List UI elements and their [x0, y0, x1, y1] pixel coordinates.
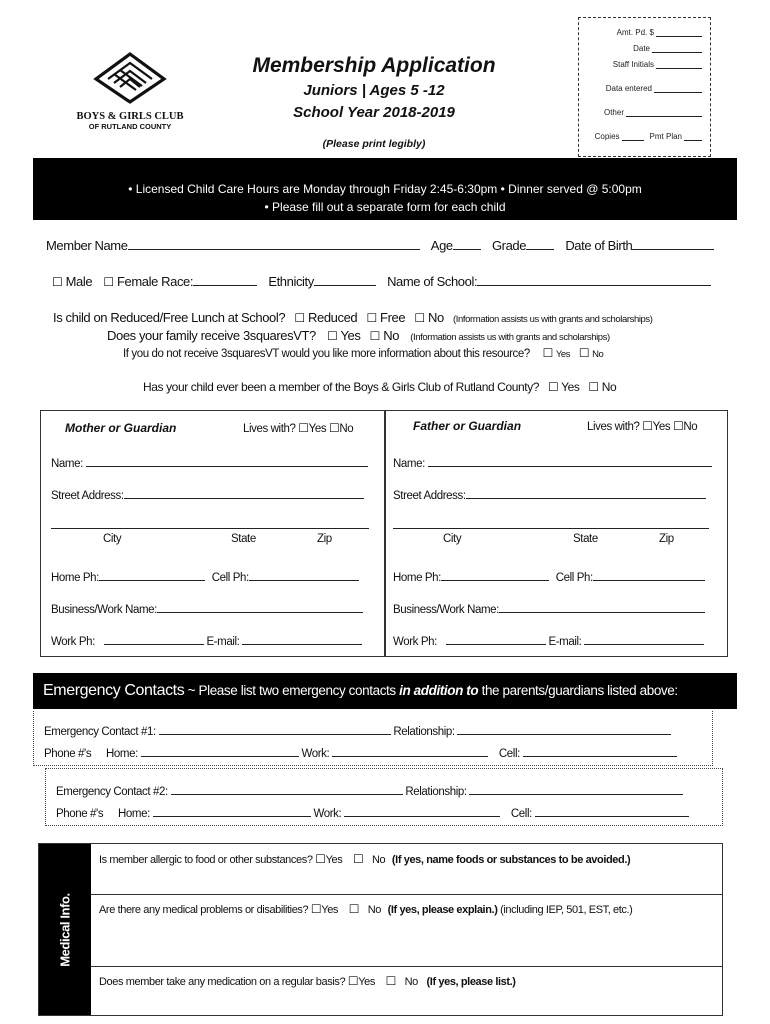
father-state-label: State [573, 533, 598, 545]
mother-state-label: State [231, 533, 256, 545]
pmt-plan-label: Pmt Plan [649, 132, 682, 141]
mother-city-label: City [103, 533, 122, 545]
problems-extra-note: (including IEP, 501, EST, etc.) [500, 904, 633, 916]
emergency-heading-end: the parents/guardians listed above: [478, 683, 678, 698]
mother-lives-yes-checkbox[interactable]: ☐ [298, 421, 309, 435]
em2-cell-label: Cell: [510, 808, 532, 820]
mother-name-field[interactable] [86, 453, 368, 467]
father-title: Father or Guardian [413, 419, 522, 433]
problems-question: Are there any medical problems or disabilities? [99, 904, 309, 916]
member-details-row [52, 272, 711, 289]
mother-street-field[interactable] [124, 485, 364, 499]
past-member-question: Has your child ever been a member of the Boys & Girls Club of Rutland County? [143, 380, 540, 394]
more-no-checkbox[interactable]: ☐ [578, 346, 590, 360]
allergy-yes-label: Yes [325, 854, 343, 866]
reduced-checkbox[interactable]: ☐ [294, 311, 305, 325]
mother-business-field[interactable] [157, 599, 363, 613]
medical-allergy-row[interactable] [91, 844, 722, 895]
em2-home-label: Home: [118, 808, 150, 820]
father-name-label: Name: [393, 458, 425, 470]
father-lives-with [587, 419, 697, 433]
squares-row [107, 328, 610, 343]
em2-phones-label: Phone #'s [56, 808, 104, 820]
reduced-label: Reduced [308, 310, 358, 325]
squares-yes-checkbox[interactable]: ☐ [327, 329, 338, 343]
mother-street-row [51, 485, 364, 502]
amt-pd-field[interactable] [656, 28, 702, 37]
squares-question: Does your family receive 3squaresVT? [107, 328, 316, 343]
father-business-field[interactable] [499, 599, 705, 613]
age-label: Age [430, 238, 453, 253]
amt-pd-label: Amt. Pd. $ [616, 28, 654, 37]
em1-work-field[interactable] [332, 743, 488, 757]
father-home-field[interactable] [441, 567, 549, 581]
ethnicity-field[interactable] [314, 272, 376, 286]
em1-home-field[interactable] [141, 743, 299, 757]
mother-work-row [51, 631, 362, 648]
subtitle-school-year: School Year 2018-2019 [293, 104, 455, 121]
medication-no-checkbox[interactable]: ☐ [385, 974, 396, 988]
emergency-heading-band [33, 673, 737, 709]
problems-note: (If yes, please explain.) [387, 904, 498, 916]
mother-business-label: Business/Work Name: [51, 604, 157, 616]
member-name-field[interactable] [128, 236, 420, 250]
father-street-row [393, 485, 706, 502]
mother-lives-label: Lives with? [243, 423, 296, 435]
medical-medication-row[interactable] [91, 966, 722, 1015]
squares-no-label: No [383, 328, 400, 343]
medical-side-band [39, 844, 91, 1015]
em1-cell-field[interactable] [523, 743, 677, 757]
guardians-section [40, 410, 728, 657]
mother-lives-with [243, 421, 353, 435]
mother-phones-row [51, 567, 359, 584]
em2-work-field[interactable] [344, 803, 500, 817]
em1-work-label: Work: [301, 748, 330, 760]
more-yes-checkbox[interactable]: ☐ [542, 346, 554, 360]
member-name-label: Member Name [46, 238, 128, 253]
father-lives-no-label: No [683, 421, 698, 433]
father-email-field[interactable] [584, 631, 704, 645]
ethnicity-label: Ethnicity [268, 274, 314, 289]
emergency-heading-rest: ~ Please list two emergency contacts [184, 683, 400, 698]
father-lives-label: Lives with? [587, 421, 640, 433]
male-label: Male [65, 274, 93, 289]
emergency-contact-1 [33, 711, 713, 766]
allergy-question: Is member allergic to food or other substances? [99, 854, 313, 866]
medical-problems-row[interactable] [91, 894, 722, 967]
squares-note: (Information assists us with grants and scholarships) [410, 332, 610, 343]
copies-label: Copies [594, 132, 620, 141]
squares-yes-label: Yes [340, 328, 361, 343]
squares-more-row [123, 346, 603, 360]
race-label: Race: [161, 274, 194, 289]
em2-name-field[interactable] [171, 781, 403, 795]
emergency-contact-2 [45, 768, 723, 826]
em1-phones-label: Phone #'s [44, 748, 92, 760]
problems-yes-label: Yes [321, 904, 339, 916]
copies-field[interactable] [622, 132, 644, 141]
school-label: Name of School: [387, 274, 478, 289]
father-name-field[interactable] [428, 453, 712, 467]
father-workph-label: Work Ph: [393, 636, 437, 648]
race-field[interactable] [193, 272, 257, 286]
father-workph-field[interactable] [446, 631, 546, 645]
female-checkbox[interactable]: ☐ [103, 275, 114, 289]
father-lives-yes-label: Yes [652, 421, 671, 433]
problems-yes-checkbox[interactable]: ☐ [310, 902, 322, 916]
allergy-yes-checkbox[interactable]: ☐ [315, 852, 326, 866]
mother-workph-field[interactable] [104, 631, 204, 645]
mother-name-row [51, 453, 368, 470]
father-lives-no-checkbox[interactable]: ☐ [673, 419, 684, 433]
em1-relationship-label: Relationship: [393, 726, 455, 738]
em2-relationship-field[interactable] [469, 781, 683, 795]
date-field[interactable] [652, 44, 702, 53]
mother-home-label: Home Ph: [51, 572, 99, 584]
em1-relationship-field[interactable] [457, 721, 671, 735]
subtitle-ages: Juniors | Ages 5 -12 [303, 82, 445, 99]
problems-no-label: No [367, 904, 381, 916]
staff-initials-label: Staff Initials [612, 60, 654, 69]
logo-text-county: OF RUTLAND COUNTY [88, 122, 172, 131]
past-yes-checkbox[interactable]: ☐ [548, 380, 559, 394]
father-city-label: City [443, 533, 462, 545]
lunch-no-label: No [427, 310, 444, 325]
lunch-no-checkbox[interactable]: ☐ [414, 311, 425, 325]
dob-field[interactable] [632, 236, 714, 250]
mother-email-field[interactable] [242, 631, 362, 645]
more-no-label: No [592, 349, 604, 360]
emergency-heading: Emergency Contacts [43, 682, 185, 699]
father-home-label: Home Ph: [393, 572, 441, 584]
father-address-line2 [393, 515, 709, 532]
lunch-row [53, 310, 653, 325]
more-yes-label: Yes [555, 349, 571, 360]
age-field[interactable] [453, 236, 481, 250]
em2-home-field[interactable] [153, 803, 311, 817]
past-yes-label: Yes [561, 380, 580, 394]
mother-street-label: Street Address: [51, 490, 124, 502]
free-label: Free [380, 310, 406, 325]
grade-label: Grade [491, 238, 527, 253]
guardians-divider [384, 411, 386, 656]
office-use-box [578, 17, 711, 157]
lunch-question: Is child on Reduced/Free Lunch at School? [53, 310, 286, 325]
father-cell-label: Cell Ph: [555, 572, 593, 584]
father-work-row [393, 631, 704, 648]
father-city-state-zip-field[interactable] [393, 515, 709, 529]
other-label: Other [603, 108, 624, 117]
female-label: Female [116, 274, 158, 289]
em2-cell-field[interactable] [535, 803, 689, 817]
grade-field[interactable] [526, 236, 554, 250]
medical-section [38, 843, 723, 1016]
mother-workph-label: Work Ph: [51, 636, 95, 648]
banner-hours-text: • Licensed Child Care Hours are Monday through Friday 2:45-6:30pm • Dinner served @ 5:00pm [128, 182, 642, 196]
mother-zip-label: Zip [317, 533, 332, 545]
mother-name-label: Name: [51, 458, 83, 470]
medication-note: (If yes, please list.) [426, 976, 516, 988]
em2-label: Emergency Contact #2: [56, 786, 168, 798]
staff-initials-field[interactable] [656, 60, 702, 69]
medical-label: Medical Info. [57, 893, 73, 967]
mother-lives-no-checkbox[interactable]: ☐ [329, 421, 340, 435]
mother-lives-yes-label: Yes [308, 423, 327, 435]
allergy-note: (If yes, name foods or substances to be avoided.) [391, 854, 631, 866]
page-title: Membership Application [252, 54, 496, 77]
em1-home-label: Home: [106, 748, 138, 760]
squares-no-checkbox[interactable]: ☐ [369, 329, 381, 343]
lunch-note: (Information assists us with grants and scholarships) [453, 314, 653, 325]
father-zip-label: Zip [659, 533, 674, 545]
school-field[interactable] [477, 272, 711, 286]
father-business-label: Business/Work Name: [393, 604, 499, 616]
em1-name-field[interactable] [159, 721, 391, 735]
date-entered-field[interactable] [654, 84, 702, 93]
father-lives-yes-checkbox[interactable]: ☐ [642, 419, 653, 433]
pmt-plan-field[interactable] [684, 132, 702, 141]
medication-no-label: No [404, 976, 418, 988]
past-member-row [143, 380, 616, 394]
other-field[interactable] [626, 108, 702, 117]
medication-yes-label: Yes [358, 976, 375, 988]
logo-text-main: BOYS & GIRLS CLUB [76, 111, 184, 122]
problems-no-checkbox[interactable]: ☐ [348, 902, 360, 916]
mother-title: Mother or Guardian [65, 421, 177, 435]
emergency-heading-bold: in addition to [399, 683, 479, 698]
banner-separate-form-text: • Please fill out a separate form for each child [264, 200, 506, 214]
em1-label: Emergency Contact #1: [44, 726, 156, 738]
free-checkbox[interactable]: ☐ [366, 311, 377, 325]
mother-email-label: E-mail: [206, 636, 240, 648]
father-business-row [393, 599, 705, 616]
allergy-no-label: No [371, 854, 386, 866]
mother-business-row [51, 599, 363, 616]
dob-label: Date of Birth [565, 238, 633, 253]
mother-cell-field[interactable] [249, 567, 359, 581]
mother-lives-no-label: No [339, 423, 354, 435]
past-no-checkbox[interactable]: ☐ [588, 380, 599, 394]
print-legibly-note: (Please print legibly) [322, 138, 426, 150]
em1-cell-label: Cell: [498, 748, 520, 760]
medication-question: Does member take any medication on a regular basis? [99, 976, 346, 988]
info-banner [33, 158, 737, 220]
allergy-no-checkbox[interactable]: ☐ [352, 852, 364, 866]
past-no-label: No [601, 380, 617, 394]
member-info-row [46, 236, 714, 253]
mother-home-field[interactable] [99, 567, 205, 581]
mother-address-line2 [51, 515, 369, 532]
medication-yes-checkbox[interactable]: ☐ [347, 974, 359, 988]
mother-city-state-zip-field[interactable] [51, 515, 369, 529]
em2-work-label: Work: [313, 808, 342, 820]
father-street-field[interactable] [466, 485, 706, 499]
squares-more-question: If you do not receive 3squaresVT would you like more information about this resource? [123, 348, 530, 360]
father-phones-row [393, 567, 705, 584]
father-street-label: Street Address: [393, 490, 466, 502]
male-checkbox[interactable]: ☐ [52, 275, 63, 289]
em2-relationship-label: Relationship: [405, 786, 467, 798]
date-entered-label: Data entered [605, 84, 652, 93]
hands-logo-icon [70, 52, 190, 104]
club-logo [70, 52, 190, 132]
father-name-row [393, 453, 712, 470]
mother-cell-label: Cell Ph: [211, 572, 249, 584]
father-email-label: E-mail: [548, 636, 582, 648]
father-cell-field[interactable] [593, 567, 705, 581]
date-label: Date [633, 44, 650, 53]
